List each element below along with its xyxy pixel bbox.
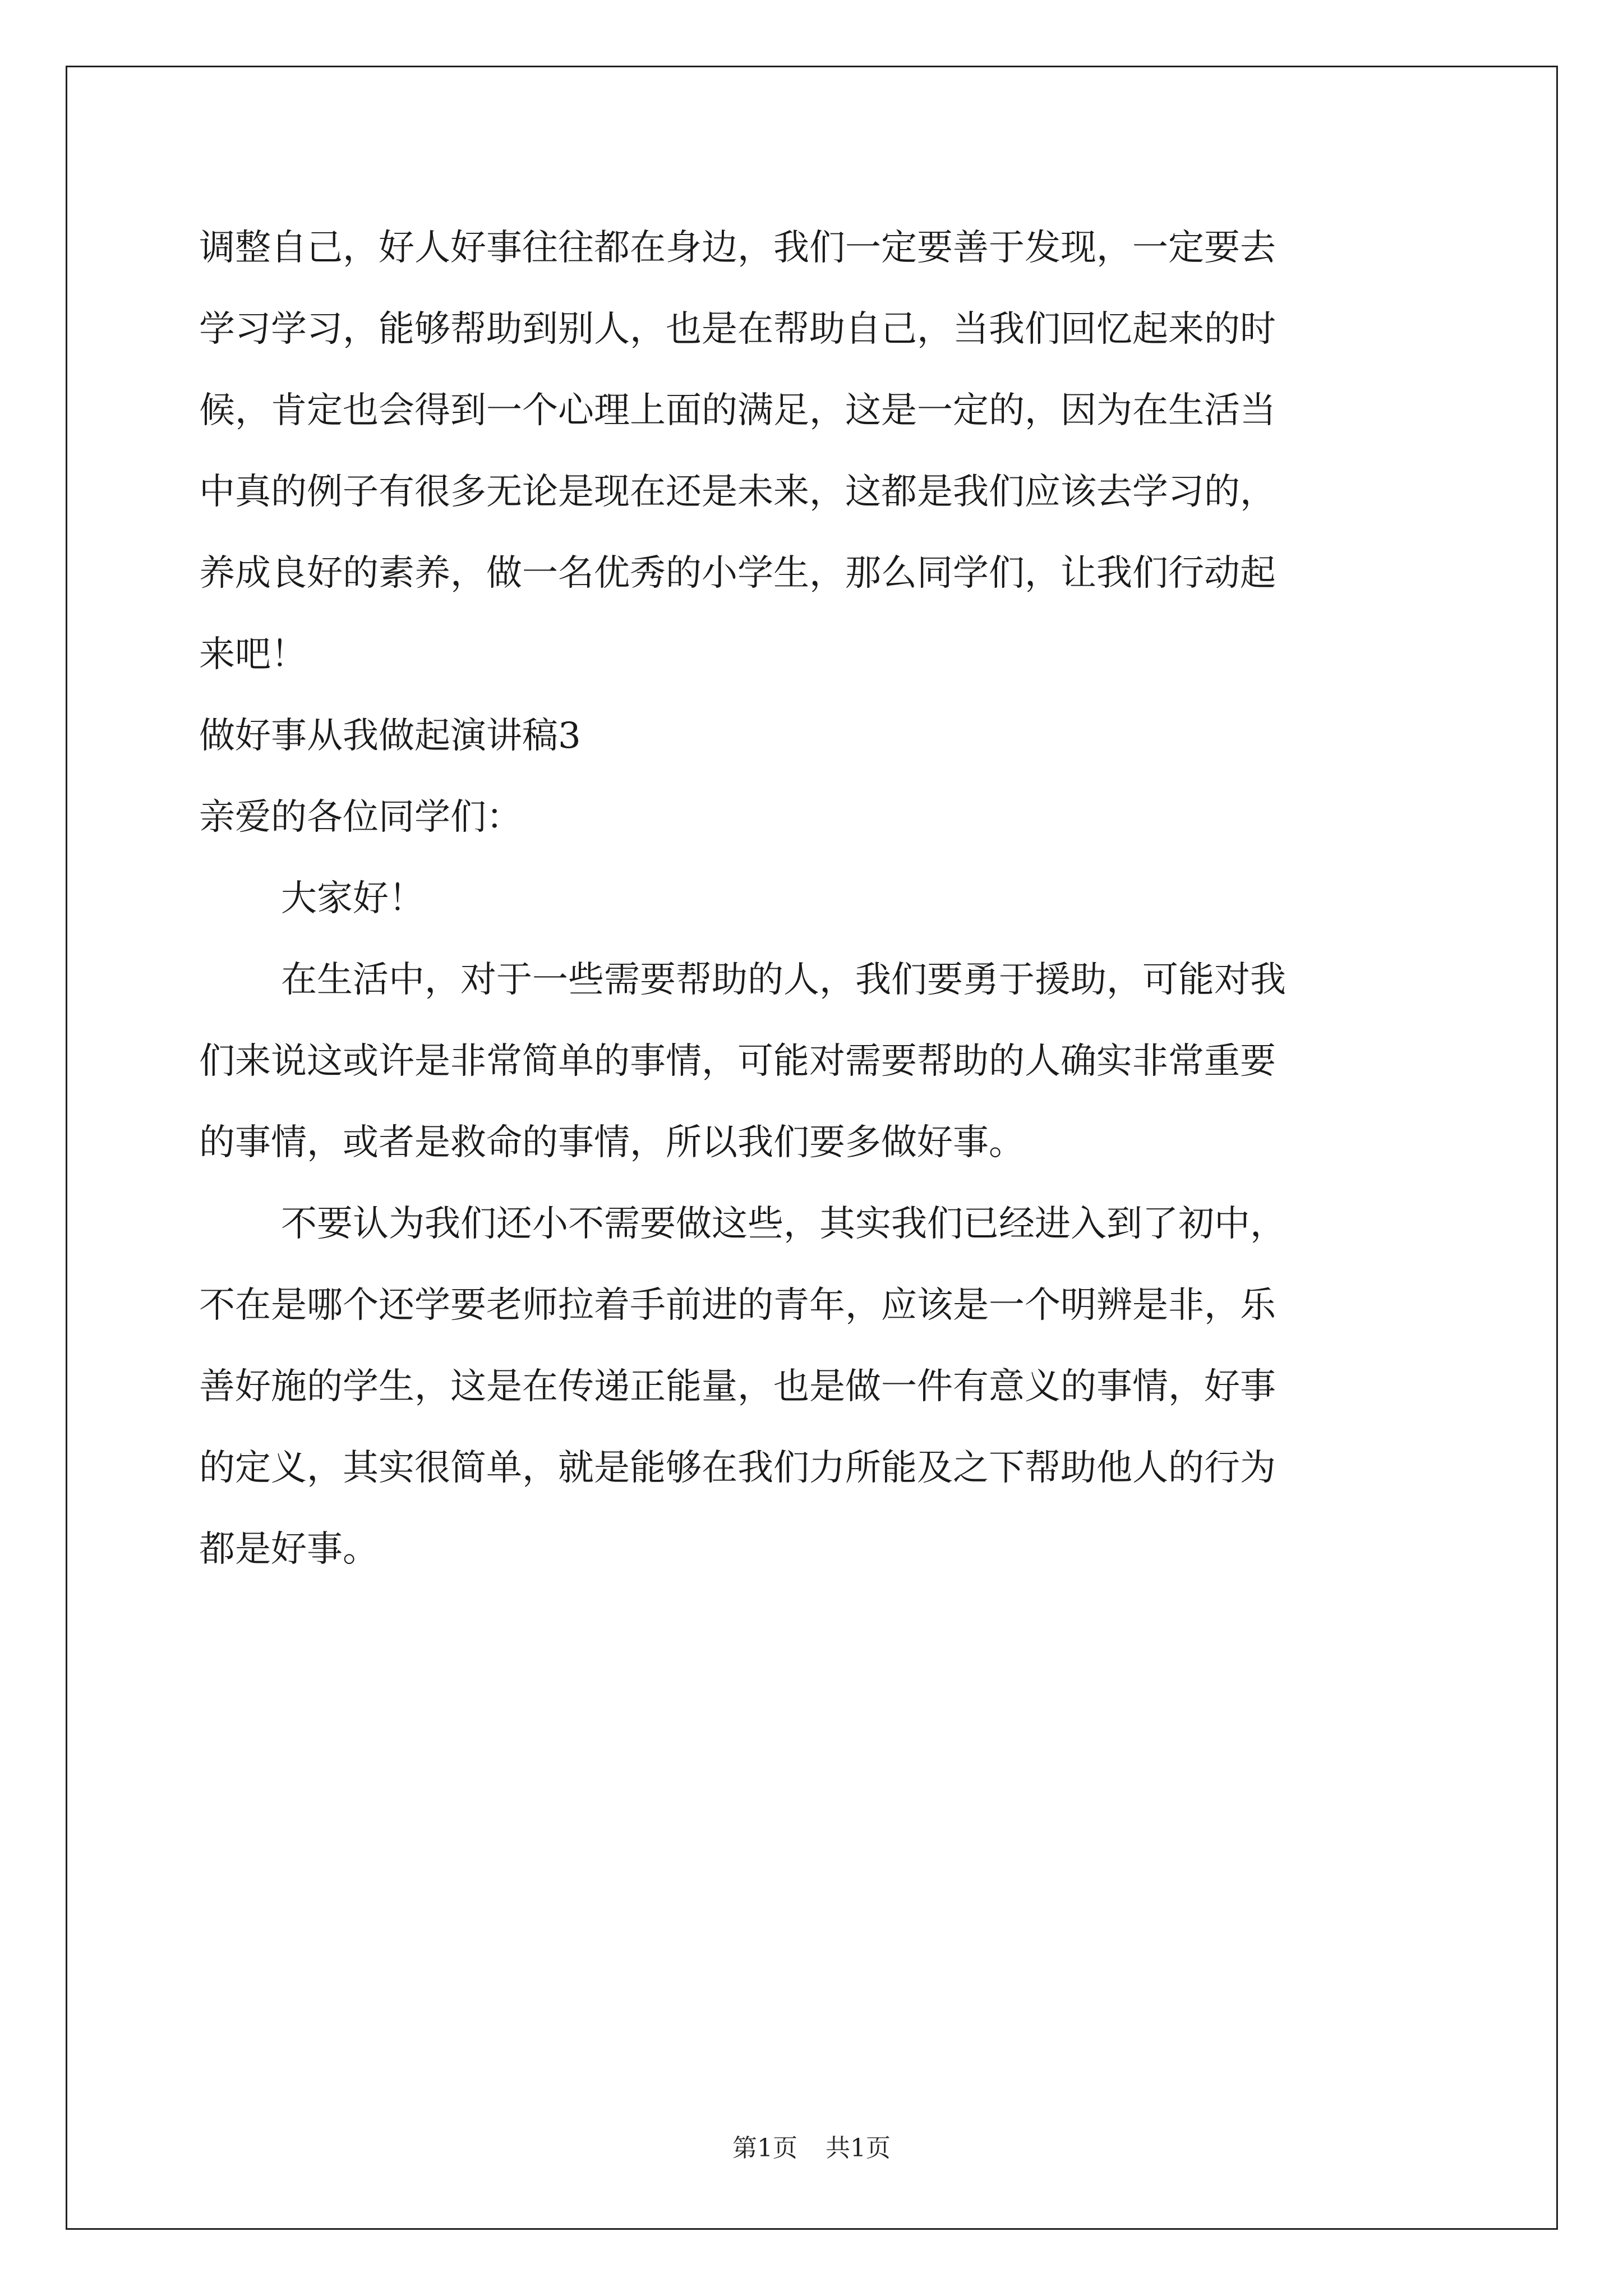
text-line: 中真的例子有很多无论是现在还是未来，这都是我们应该去学习的， <box>199 471 1276 513</box>
document-body <box>199 208 1433 1590</box>
text-line: 们来说这或许是非常简单的事情，可能对需要帮助的人确实非常重要 <box>199 1041 1276 1082</box>
greeting: 大家好！ <box>281 878 425 919</box>
text-line: 都是好事。 <box>199 1529 379 1570</box>
text-line: 的定义，其实很简单，就是能够在我们力所能及之下帮助他人的行为 <box>199 1447 1276 1489</box>
text-line: 不在是哪个还学要老师拉着手前进的青年，应该是一个明辨是非，乐 <box>199 1285 1276 1326</box>
text-line: 不要认为我们还小不需要做这些，其实我们已经进入到了初中， <box>281 1203 1286 1245</box>
text-line: 候，肯定也会得到一个心理上面的满足，这是一定的，因为在生活当 <box>199 390 1276 431</box>
text-line: 调整自己，好人好事往往都在身边，我们一定要善于发现，一定要去 <box>199 227 1276 269</box>
text-line: 的事情，或者是救命的事情，所以我们要多做好事。 <box>199 1122 1025 1163</box>
page-total: 共1页 <box>826 2134 891 2162</box>
text-line: 在生活中，对于一些需要帮助的人，我们要勇于援助，可能对我 <box>281 959 1286 1001</box>
page-footer <box>0 2132 1623 2165</box>
page-number: 第1页 <box>732 2134 797 2162</box>
salutation: 亲爱的各位同学们： <box>199 797 522 838</box>
text-line: 善好施的学生，这是在传递正能量，也是做一件有意义的事情，好事 <box>199 1366 1276 1407</box>
text-line: 来吧！ <box>199 634 307 675</box>
text-line: 养成良好的素养，做一名优秀的小学生，那么同学们，让我们行动起 <box>199 553 1276 594</box>
text-line: 学习学习，能够帮助到别人，也是在帮助自己，当我们回忆起来的时 <box>199 309 1276 350</box>
section-heading: 做好事从我做起演讲稿3 <box>199 715 581 757</box>
